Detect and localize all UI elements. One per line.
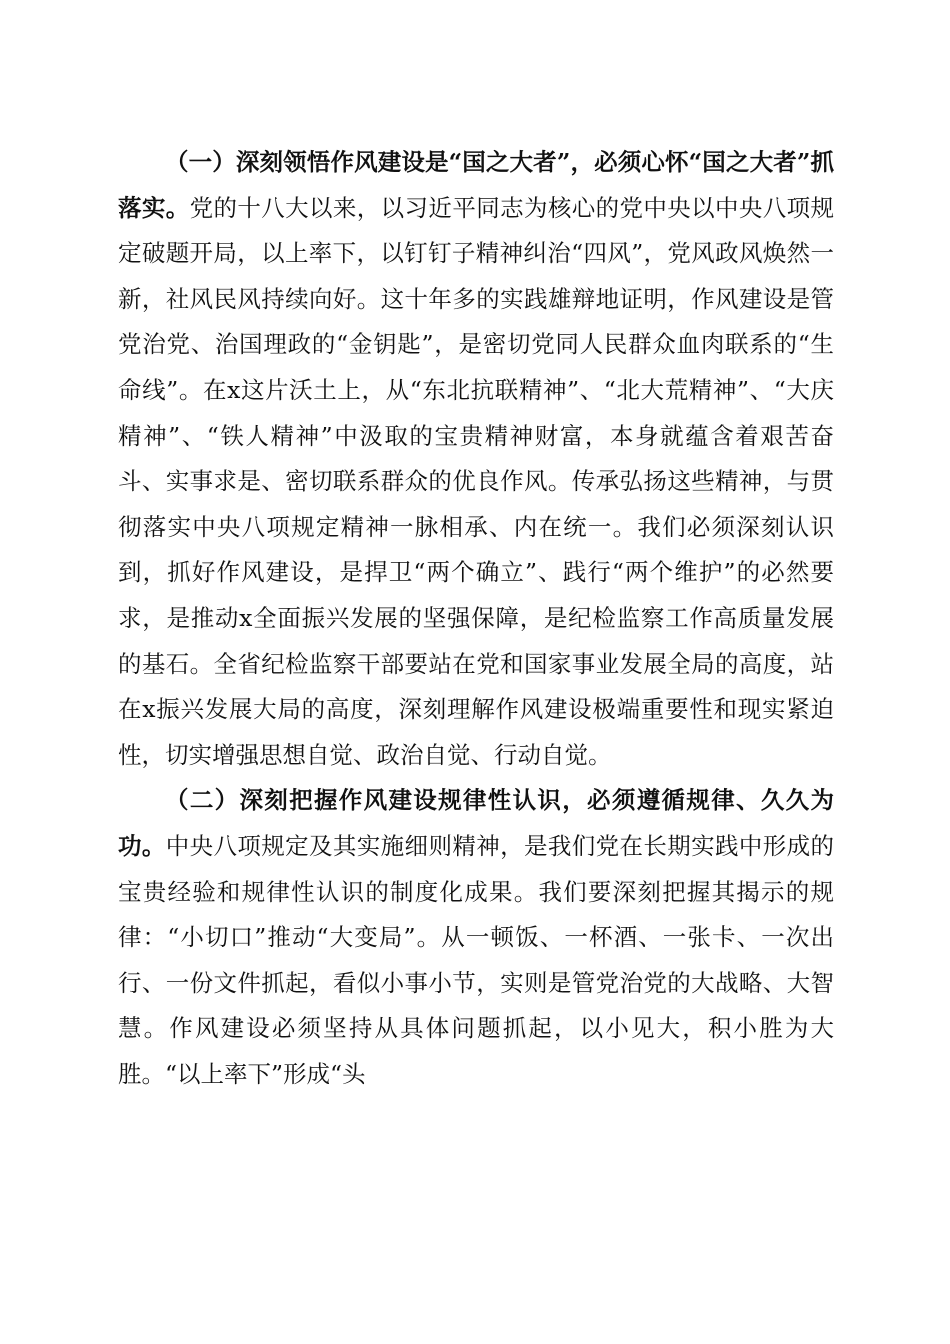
document-body [118,140,834,1097]
paragraph-1-heading: （一）深刻领悟作风建设是“国之大者”，必须心怀“国之大者”抓落实。 [118,148,834,222]
paragraph-2-heading: （二）深刻把握作风建设规律性认识，必须遵循规律、久久为功。 [118,786,834,860]
paragraph-1-body: 党的十八大以来，以习近平同志为核心的党中央以中央八项规定破题开局，以上率下，以钉钉子精神纠治“四风”，党风政风焕然一新，社风民风持续向好。这十年多的实践雄辩地证明，作风建设是管党治党、治国理政的“金钥匙”，是密切党同人民群众血肉联系的“生命线”。在x这片沃土上，从“东北抗联精神”、“北大荒精神”、“大庆精神”、“铁人精神”中汲取的宝贵精神财富，本身就蕴含着艰苦奋斗、实事求是、密切联系群众的优良作风。传承弘扬这些精神，与贯彻落实中央八项规定精神一脉相承、内在统一。我们必须深刻认识到，抓好作风建设，是捍卫“两个确立”、践行“两个维护”的必然要求，是推动x全面振兴发展的坚强保障，是纪检监察工作高质量发展的基石。全省纪检监察干部要站在党和国家事业发展全局的高度，站在x振兴发展大局的高度，深刻理解作风建设极端重要性和现实紧迫性，切实增强思想自觉、政治自觉、行动自觉。 [118,193,835,769]
paragraph-1 [118,140,834,778]
paragraph-2 [118,778,834,1097]
paragraph-2-body: 中央八项规定及其实施细则精神，是我们党在长期实践中形成的宝贵经验和规律性认识的制度化成果。我们要深刻把握其揭示的规律：“小切口”推动“大变局”。从一顿饭、一杯酒、一张卡、一次出行、一份文件抓起，看似小事小节，实则是管党治党的大战略、大智慧。作风建设必须坚持从具体问题抓起，以小见大，积小胜为大胜。“以上率下”形成“头 [118,831,835,1088]
